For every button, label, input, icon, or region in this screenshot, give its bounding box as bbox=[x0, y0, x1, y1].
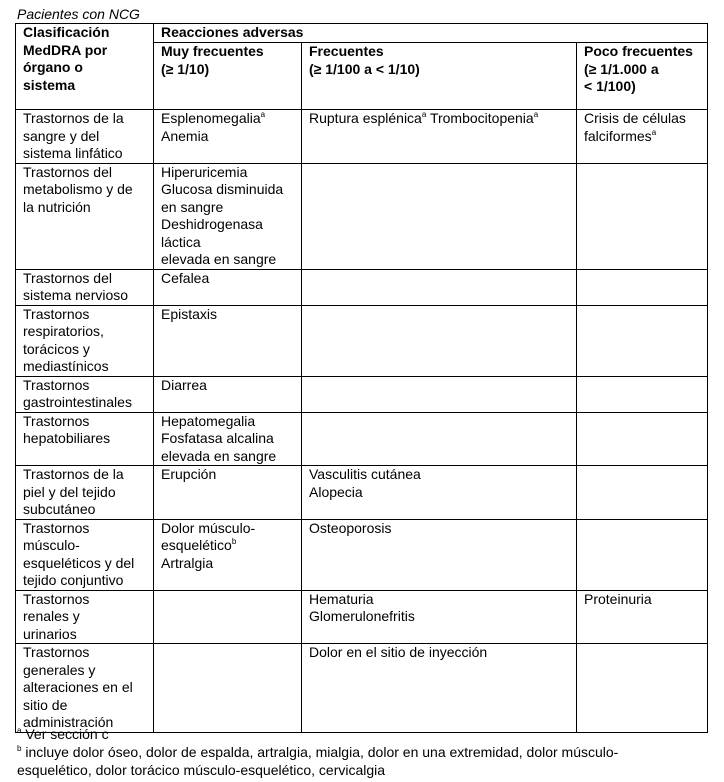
reaction-line bbox=[161, 377, 294, 395]
table-row bbox=[16, 466, 708, 520]
soc-line: sistema nervioso bbox=[23, 287, 129, 303]
soc-cell bbox=[16, 590, 154, 644]
soc-cell bbox=[16, 466, 154, 520]
soc-line: sangre y del bbox=[23, 127, 100, 144]
adverse-reactions-group-header: Reacciones adversas bbox=[154, 24, 708, 43]
soc-line: metabolismo y de bbox=[23, 181, 133, 197]
soc-cell bbox=[16, 376, 154, 412]
soc-cell bbox=[16, 110, 154, 164]
reaction-term: Osteoporosis bbox=[309, 519, 392, 536]
very-common-cell bbox=[154, 590, 302, 644]
reaction-line bbox=[161, 216, 294, 234]
reaction-line bbox=[309, 484, 569, 502]
soc-line: tejido conjuntivo bbox=[23, 572, 124, 588]
reaction-term: falciformes bbox=[584, 127, 652, 144]
very-common-cell bbox=[154, 110, 302, 164]
very-common-cell bbox=[154, 305, 302, 376]
very-common-cell bbox=[154, 269, 302, 305]
reaction-term: Hiperuricemia bbox=[161, 163, 248, 180]
reaction-line bbox=[161, 270, 294, 288]
footnote-marker: a bbox=[17, 726, 22, 735]
very-common-cell bbox=[154, 644, 302, 733]
reaction-term: Vasculitis cutánea bbox=[309, 466, 421, 482]
reaction-line bbox=[309, 608, 569, 626]
footnote-line bbox=[17, 725, 707, 743]
soc-line: músculo- bbox=[23, 537, 80, 553]
soc-line: Trastornos bbox=[23, 305, 90, 322]
reaction-term: elevada en sangre bbox=[161, 447, 277, 464]
table-row bbox=[16, 412, 708, 466]
footnote-marker: a bbox=[651, 127, 657, 137]
freq-header-line: (≥ 1/10) bbox=[161, 60, 210, 77]
reaction-term: Hepatomegalia bbox=[161, 412, 256, 429]
reaction-line bbox=[161, 181, 294, 199]
reaction-line bbox=[309, 644, 569, 662]
reaction-line bbox=[161, 164, 294, 182]
reaction-term: Epistaxis bbox=[161, 305, 218, 322]
soc-line: Trastornos bbox=[23, 412, 90, 429]
soc-cell bbox=[16, 269, 154, 305]
reaction-term: Esplenomegalia bbox=[161, 110, 261, 126]
reaction-line bbox=[161, 110, 294, 128]
footnote-text: Ver sección c bbox=[21, 726, 109, 742]
common-cell bbox=[302, 269, 577, 305]
reaction-line bbox=[161, 430, 294, 448]
adverse-reactions-table bbox=[15, 23, 708, 733]
reaction-term: Deshidrogenasa bbox=[161, 216, 263, 232]
reaction-term: láctica bbox=[161, 233, 201, 250]
reaction-line bbox=[161, 199, 294, 217]
soc-line: Trastornos del bbox=[23, 163, 112, 180]
footnote-marker: a bbox=[260, 110, 266, 119]
reaction-term: Erupción bbox=[161, 466, 217, 482]
uncommon-cell bbox=[577, 466, 708, 520]
table-row bbox=[16, 376, 708, 412]
soc-line: sistema linfático bbox=[23, 145, 123, 161]
footnote-marker: a bbox=[533, 110, 539, 119]
reaction-line bbox=[309, 466, 569, 484]
footnotes bbox=[17, 725, 707, 779]
freq-header-line: < 1/100) bbox=[584, 78, 636, 94]
common-cell bbox=[302, 519, 577, 590]
reaction-term: Anemia bbox=[161, 127, 209, 144]
common-cell bbox=[302, 305, 577, 376]
reaction-line bbox=[161, 306, 294, 324]
soc-line: Trastornos de la bbox=[23, 466, 124, 482]
soc-header-line: MedDRA por bbox=[23, 41, 108, 58]
common-cell bbox=[302, 590, 577, 644]
reaction-term: esquelético bbox=[161, 537, 232, 553]
soc-column-header bbox=[16, 24, 154, 110]
reaction-term: Glomerulonefritis bbox=[309, 608, 415, 624]
soc-line: renales y bbox=[23, 608, 80, 624]
reaction-line bbox=[161, 448, 294, 466]
table-row bbox=[16, 110, 708, 164]
soc-line: urinarios bbox=[23, 625, 77, 642]
reaction-line bbox=[161, 251, 294, 269]
footnote-text: esquelético, dolor torácico músculo-esquelético, cervicalgia bbox=[17, 762, 386, 778]
reaction-term: Alopecia bbox=[309, 483, 363, 500]
soc-line: Trastornos bbox=[23, 590, 90, 607]
very-common-header bbox=[154, 43, 302, 110]
reaction-line bbox=[309, 591, 569, 609]
soc-line: administración bbox=[23, 714, 114, 730]
soc-line: torácicos y bbox=[23, 340, 90, 357]
reaction-term: Dolor músculo- bbox=[161, 519, 256, 536]
freq-header-line: (≥ 1/100 a < 1/10) bbox=[309, 60, 420, 77]
uncommon-cell bbox=[577, 644, 708, 733]
common-cell bbox=[302, 376, 577, 412]
soc-line: gastrointestinales bbox=[23, 394, 132, 410]
reaction-term: Dolor en el sitio de inyección bbox=[309, 644, 488, 660]
uncommon-cell bbox=[577, 376, 708, 412]
soc-cell bbox=[16, 163, 154, 269]
soc-line: Trastornos bbox=[23, 376, 90, 393]
footnote-marker: b bbox=[17, 744, 22, 753]
reaction-term: Proteinuria bbox=[584, 590, 652, 607]
soc-line: esqueléticos y del bbox=[23, 554, 135, 571]
common-cell bbox=[302, 163, 577, 269]
reaction-line bbox=[309, 520, 569, 538]
uncommon-cell bbox=[577, 519, 708, 590]
uncommon-cell bbox=[577, 163, 708, 269]
footnote-marker: a bbox=[421, 110, 427, 119]
very-common-cell bbox=[154, 412, 302, 466]
footnote-line bbox=[17, 761, 707, 779]
common-header bbox=[302, 43, 577, 110]
table-row bbox=[16, 644, 708, 733]
common-cell bbox=[302, 644, 577, 733]
soc-line: Trastornos bbox=[23, 644, 90, 660]
soc-cell bbox=[16, 305, 154, 376]
freq-header-line: Muy frecuentes bbox=[161, 43, 264, 59]
reaction-line bbox=[161, 555, 294, 573]
reaction-term: en sangre bbox=[161, 198, 224, 215]
soc-line: la nutrición bbox=[23, 198, 91, 215]
reaction-line bbox=[161, 128, 294, 146]
soc-line: piel y del tejido bbox=[23, 483, 116, 500]
table-row bbox=[16, 590, 708, 644]
soc-line: subcutáneo bbox=[23, 501, 96, 517]
reaction-line bbox=[161, 520, 294, 538]
reaction-line bbox=[161, 413, 294, 431]
reaction-term: Diarrea bbox=[161, 376, 207, 393]
freq-header-line: (≥ 1/1.000 a bbox=[584, 60, 659, 77]
common-cell bbox=[302, 466, 577, 520]
very-common-cell bbox=[154, 519, 302, 590]
soc-line: Trastornos bbox=[23, 519, 90, 536]
table-row bbox=[16, 163, 708, 269]
reaction-term: Ruptura esplénica bbox=[309, 110, 422, 126]
very-common-cell bbox=[154, 163, 302, 269]
footnote-marker: b bbox=[231, 537, 237, 546]
soc-cell bbox=[16, 412, 154, 466]
reaction-line bbox=[161, 466, 294, 484]
reaction-line bbox=[309, 110, 569, 128]
reaction-term: Cefalea bbox=[161, 269, 210, 286]
table-body bbox=[16, 110, 708, 733]
reaction-term: Trombocitopenia bbox=[426, 110, 534, 126]
reaction-line bbox=[584, 128, 700, 146]
table-row bbox=[16, 269, 708, 305]
soc-line: Trastornos de la bbox=[23, 110, 124, 126]
reaction-term: Crisis de células bbox=[584, 110, 686, 126]
very-common-cell bbox=[154, 376, 302, 412]
common-cell bbox=[302, 412, 577, 466]
soc-header-line: sistema bbox=[23, 76, 76, 93]
reaction-line bbox=[584, 591, 700, 609]
footnote-line bbox=[17, 743, 707, 761]
reaction-line bbox=[161, 234, 294, 252]
soc-line: Trastornos del bbox=[23, 269, 112, 286]
reaction-term: elevada en sangre bbox=[161, 251, 277, 267]
soc-line: mediastínicos bbox=[23, 358, 109, 374]
uncommon-cell bbox=[577, 590, 708, 644]
table-row bbox=[16, 305, 708, 376]
soc-line: respiratorios, bbox=[23, 323, 104, 339]
uncommon-cell bbox=[577, 269, 708, 305]
soc-line: sitio de bbox=[23, 696, 68, 713]
soc-cell bbox=[16, 519, 154, 590]
freq-header-line: Frecuentes bbox=[309, 43, 384, 59]
uncommon-cell bbox=[577, 412, 708, 466]
reaction-term: Glucosa disminuida bbox=[161, 181, 284, 197]
reaction-term: Fosfatasa alcalina bbox=[161, 430, 274, 446]
reaction-term: Hematuria bbox=[309, 590, 374, 607]
soc-line: hepatobiliares bbox=[23, 430, 111, 446]
very-common-cell bbox=[154, 466, 302, 520]
uncommon-cell bbox=[577, 110, 708, 164]
freq-header-line: Poco frecuentes bbox=[584, 43, 693, 59]
uncommon-header bbox=[577, 43, 708, 110]
soc-header-line: órgano o bbox=[23, 59, 83, 75]
soc-cell bbox=[16, 644, 154, 733]
reaction-term: Artralgia bbox=[161, 554, 214, 571]
soc-header-line: Clasificación bbox=[23, 24, 110, 40]
reaction-line bbox=[161, 537, 294, 555]
soc-line: generales y bbox=[23, 661, 96, 678]
table-row bbox=[16, 519, 708, 590]
table-caption: Pacientes con NCG bbox=[17, 6, 140, 22]
uncommon-cell bbox=[577, 305, 708, 376]
soc-line: alteraciones en el bbox=[23, 679, 133, 695]
footnote-text: incluye dolor óseo, dolor de espalda, artralgia, mialgia, dolor en una extremidad, dolor músculo- bbox=[21, 744, 619, 760]
common-cell bbox=[302, 110, 577, 164]
reaction-line bbox=[584, 110, 700, 128]
